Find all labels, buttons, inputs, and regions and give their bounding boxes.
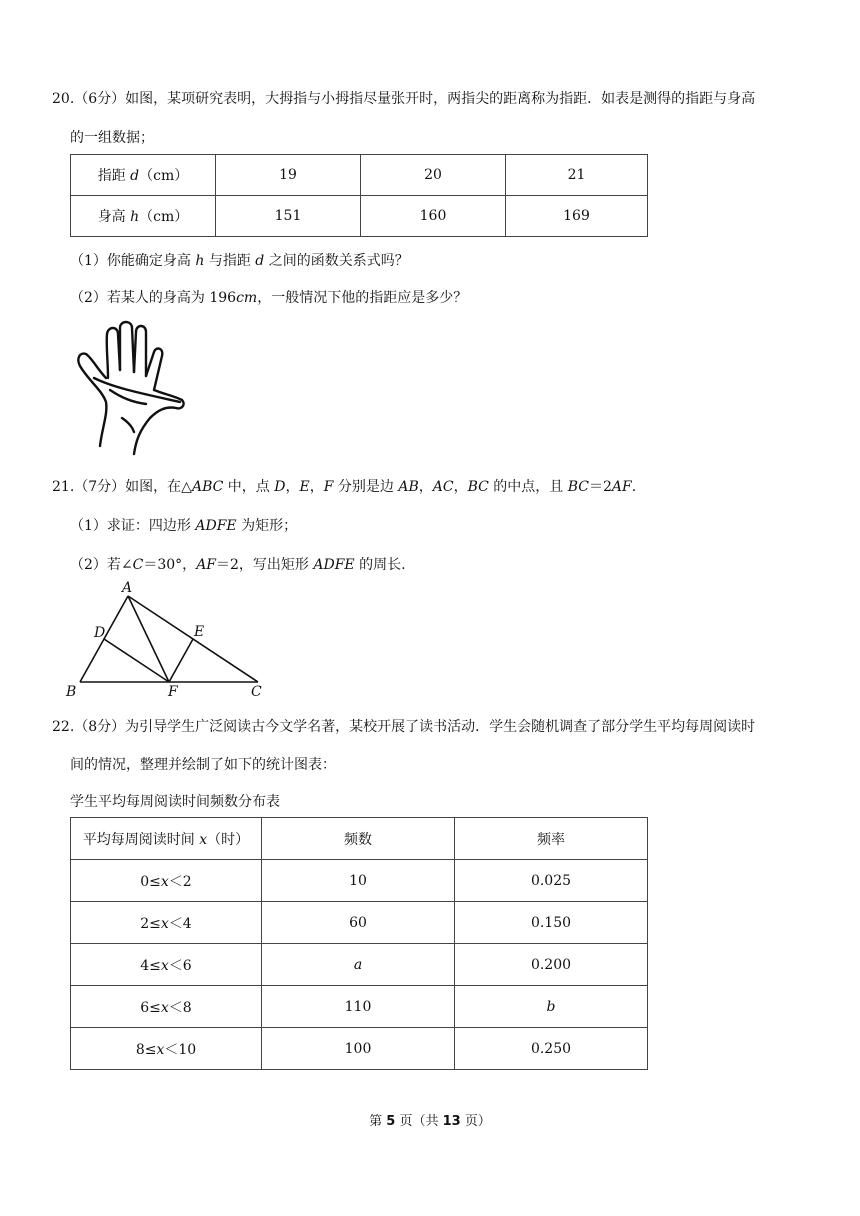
label-e: E	[194, 624, 205, 640]
q22-cell-range: 6≤x＜8	[71, 986, 262, 1028]
q21-heading: 21.（7分）如图，在△ABC 中，点 D，E，F 分别是边 AB，AC，BC 的中点，且 BC＝2AF.	[52, 479, 637, 495]
table-row	[71, 1028, 648, 1070]
q22-heading: 22.（8分）为引导学生广泛阅读古今文学名著，某校开展了读书活动．学生会随机调查了部分学生平均每周阅读时	[52, 719, 756, 735]
page-number: 5	[386, 1114, 396, 1129]
q21-sub2: （2）若∠C＝30°，AF＝2，写出矩形 ADFE 的周长.	[70, 557, 406, 573]
q20-cell: 151	[216, 196, 361, 237]
q20-table-row	[71, 196, 648, 237]
page-total: 13	[442, 1114, 461, 1129]
q20-row-label: 身高 h（cm）	[71, 196, 216, 237]
q22-cell-freq: a	[262, 944, 455, 986]
q22-cell-range: 4≤x＜6	[71, 944, 262, 986]
q22-cell-range: 8≤x＜10	[71, 1028, 262, 1070]
q21-sub1: （1）求证：四边形 ADFE 为矩形；	[70, 518, 298, 534]
q20-cell: 19	[216, 155, 361, 196]
q22-cell-range: 2≤x＜4	[71, 902, 262, 944]
label-b: B	[66, 684, 77, 700]
q20-sub2: （2）若某人的身高为 196cm，一般情况下他的指距应是多少？	[70, 290, 468, 306]
q22-cell-rate: 0.025	[455, 860, 648, 902]
q22-header-rate: 频率	[455, 818, 648, 860]
q22-heading-cont: 间的情况，整理并绘制了如下的统计图表：	[70, 757, 336, 773]
q22-cell-freq: 110	[262, 986, 455, 1028]
q20-cell: 21	[506, 155, 648, 196]
q22-cell-rate: 0.150	[455, 902, 648, 944]
q22-cell-rate: 0.200	[455, 944, 648, 986]
page-footer: 第 5 页（共 13 页）	[369, 1114, 491, 1129]
q22-header-time: 平均每周阅读时间 x（时）	[71, 818, 262, 860]
q22-cell-freq: 10	[262, 860, 455, 902]
table-row	[71, 944, 648, 986]
label-c: C	[251, 684, 262, 700]
q20-heading: 20.（6分）如图，某项研究表明，大拇指与小拇指尽量张开时，两指尖的距离称为指距．如表是测得的指距与身高	[52, 91, 756, 107]
table-row	[71, 986, 648, 1028]
label-d: D	[94, 625, 106, 641]
table-row	[71, 860, 648, 902]
q22-header-frequency: 频数	[262, 818, 455, 860]
q20-cell: 169	[506, 196, 648, 237]
q22-cell-rate: b	[455, 986, 648, 1028]
label-a: A	[122, 580, 133, 596]
q20-table	[70, 154, 648, 237]
q22-table-caption: 学生平均每周阅读时间频数分布表	[70, 794, 280, 810]
table-row	[71, 902, 648, 944]
q20-row-label: 指距 d（cm）	[71, 155, 216, 196]
hand-illustration	[74, 318, 190, 456]
q22-cell-freq: 100	[262, 1028, 455, 1070]
q22-table	[70, 817, 648, 1070]
q20-cell: 160	[361, 196, 506, 237]
q20-cell: 20	[361, 155, 506, 196]
q20-table-row	[71, 155, 648, 196]
segment-ef	[169, 639, 193, 682]
q22-cell-rate: 0.250	[455, 1028, 648, 1070]
q22-table-header	[71, 818, 648, 860]
q22-cell-range: 0≤x＜2	[71, 860, 262, 902]
label-f: F	[168, 684, 178, 700]
q22-cell-freq: 60	[262, 902, 455, 944]
triangle-diagram	[64, 578, 274, 700]
q20-sub1: （1）你能确定身高 h 与指距 d 之间的函数关系式吗？	[70, 253, 409, 269]
q20-heading-cont: 的一组数据；	[70, 130, 154, 146]
